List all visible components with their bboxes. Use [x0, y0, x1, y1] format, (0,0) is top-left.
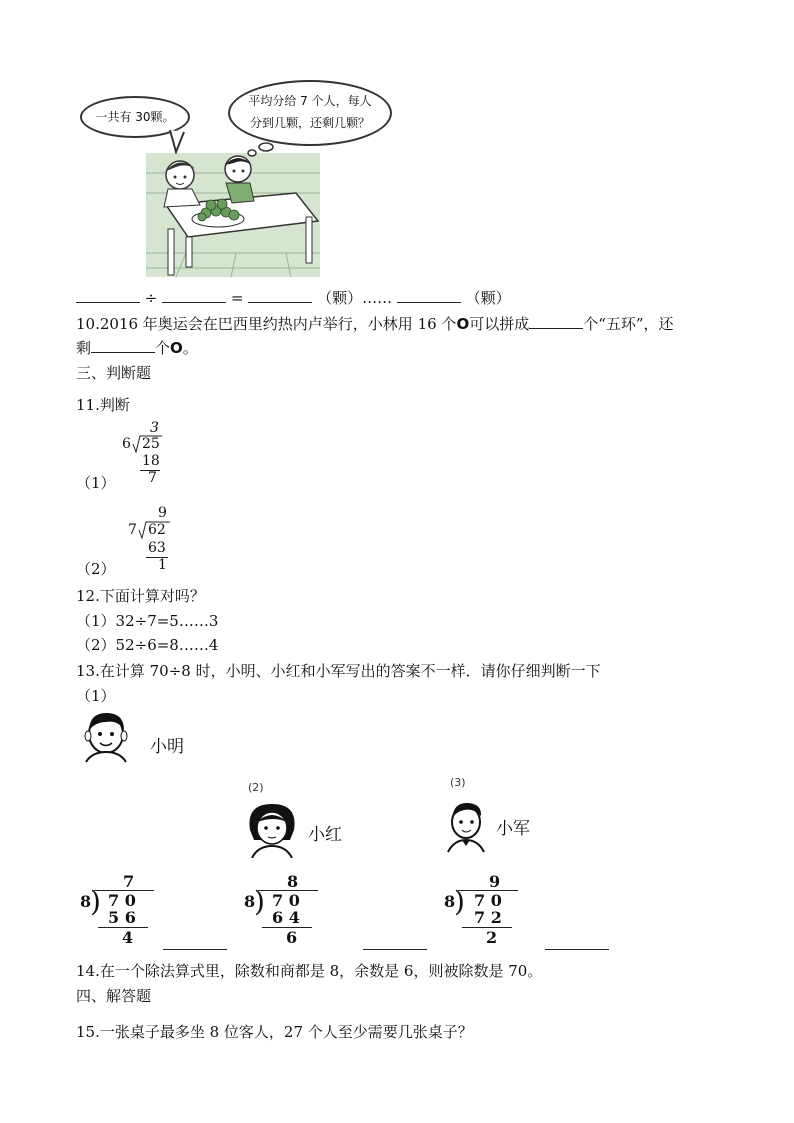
division-bracket: ) — [254, 885, 265, 918]
q10-text-d: 剩 — [76, 339, 92, 357]
judgement-blank-2[interactable] — [363, 935, 427, 950]
divisor: 8 — [80, 892, 92, 911]
calc-xiaoming — [80, 872, 160, 947]
long-division-q11-2 — [124, 505, 184, 575]
remainder: 6 — [286, 928, 298, 947]
equals-sign: = — [230, 289, 244, 307]
bubble-tail — [168, 128, 188, 158]
q11-item1-label: （1） — [76, 474, 116, 492]
xiaoming-portrait — [80, 708, 136, 768]
remainder: 2 — [486, 928, 498, 947]
product: 7 2 — [474, 908, 502, 927]
q11-title: 11.判断 — [76, 396, 130, 414]
unit-remainder: （颗） — [465, 289, 511, 307]
dividend: 62 — [148, 522, 166, 538]
q14-statement: 14.在一个除法算式里，除数和商都是 8，余数是 6，则被除数是 70。 — [76, 962, 543, 980]
ring-symbol: O — [170, 339, 183, 357]
answer-blank-quotient[interactable] — [248, 288, 312, 303]
q13-label-1: （1） — [76, 687, 116, 705]
q9-answer-line — [76, 287, 511, 309]
divide-sign: ÷ — [144, 289, 158, 307]
xiaojun-portrait — [444, 798, 492, 858]
q11-item2-label: （2） — [76, 560, 116, 578]
bubble-total-text: 一共有 30颗。 — [95, 110, 175, 124]
q10-text-c: 个“五环”，还 — [583, 315, 674, 333]
ring-symbol: O — [456, 315, 470, 333]
divisor: 7 — [128, 522, 137, 538]
boy-face-icon — [444, 798, 492, 854]
quotient: 7 — [123, 872, 135, 891]
quotient: 9 — [158, 505, 167, 521]
calc-xiaojun — [444, 872, 524, 947]
quotient: 9 — [489, 872, 501, 891]
product: 6 4 — [272, 908, 300, 927]
dividend: 7 0 — [474, 891, 502, 910]
product: 5 6 — [108, 908, 136, 927]
boy-face-icon — [80, 708, 136, 764]
q10-text-b: 可以拼成 — [469, 315, 530, 333]
dividend: 25 — [142, 436, 160, 452]
long-division-q11-1 — [118, 420, 178, 490]
thought-line-2: 分到几颗，还剩几颗？ — [249, 116, 370, 130]
q10-text-f: 。 — [182, 339, 198, 357]
q12-title: 12.下面计算对吗？ — [76, 587, 205, 605]
q12-item-1: （1）32÷7=5……3 — [76, 612, 219, 630]
divisor: 8 — [444, 892, 456, 911]
name-xiaoming: 小明 — [150, 737, 184, 757]
answer-blank-left[interactable] — [91, 338, 155, 353]
q13-label-3: (3) — [450, 776, 466, 789]
remainder: 1 — [158, 557, 167, 573]
product: 18 — [142, 453, 160, 469]
remainder: 7 — [148, 470, 157, 486]
quotient: 3 — [150, 420, 159, 436]
q13-title: 13.在计算 70÷8 时，小明、小红和小军写出的答案不一样．请你仔细判断一下 — [76, 662, 601, 680]
judgement-blank-3[interactable] — [545, 935, 609, 950]
answer-blank-remainder[interactable] — [397, 288, 461, 303]
dividend: 7 0 — [272, 891, 300, 910]
divisor: 6 — [122, 436, 131, 452]
name-xiaojun: 小军 — [496, 819, 530, 839]
q10-text-e: 个 — [155, 339, 171, 357]
quotient: 8 — [287, 872, 299, 891]
q13-label-2: (2) — [248, 781, 264, 794]
thought-line-1: 平均分给 7 个人，每人 — [248, 94, 372, 108]
division-bracket: ) — [90, 885, 101, 918]
answer-blank-divisor[interactable] — [162, 288, 226, 303]
q10-text-a: 10.2016 年奥运会在巴西里约热内卢举行，小林用 16 个 — [76, 315, 457, 333]
dividend: 7 0 — [108, 891, 136, 910]
answer-blank-rings[interactable] — [529, 314, 583, 329]
girl-face-icon — [244, 800, 300, 858]
q12-item-2: （2）52÷6=8……4 — [76, 636, 219, 654]
unit-quotient: （颗）…… — [317, 289, 393, 307]
division-bracket: ) — [454, 885, 465, 918]
thought-dots — [244, 142, 274, 162]
section-heading-solve: 四、解答题 — [76, 987, 152, 1005]
calc-xiaohong — [244, 872, 324, 947]
thought-bubble-question — [228, 80, 392, 146]
q10-line-2 — [76, 337, 198, 359]
children-table-drawing — [146, 153, 320, 277]
divisor: 8 — [244, 892, 256, 911]
name-xiaohong: 小红 — [308, 825, 342, 845]
fruit-sharing-illustration — [146, 153, 320, 277]
q15-question: 15.一张桌子最多坐 8 位客人，27 个人至少需要几张桌子？ — [76, 1023, 473, 1041]
q10-line-1 — [76, 313, 674, 335]
section-heading-judgement: 三、判断题 — [76, 364, 152, 382]
judgement-blank-1[interactable] — [163, 935, 227, 950]
answer-blank-dividend[interactable] — [76, 288, 140, 303]
remainder: 4 — [122, 928, 134, 947]
product: 63 — [148, 540, 166, 556]
xiaohong-portrait — [244, 800, 300, 862]
